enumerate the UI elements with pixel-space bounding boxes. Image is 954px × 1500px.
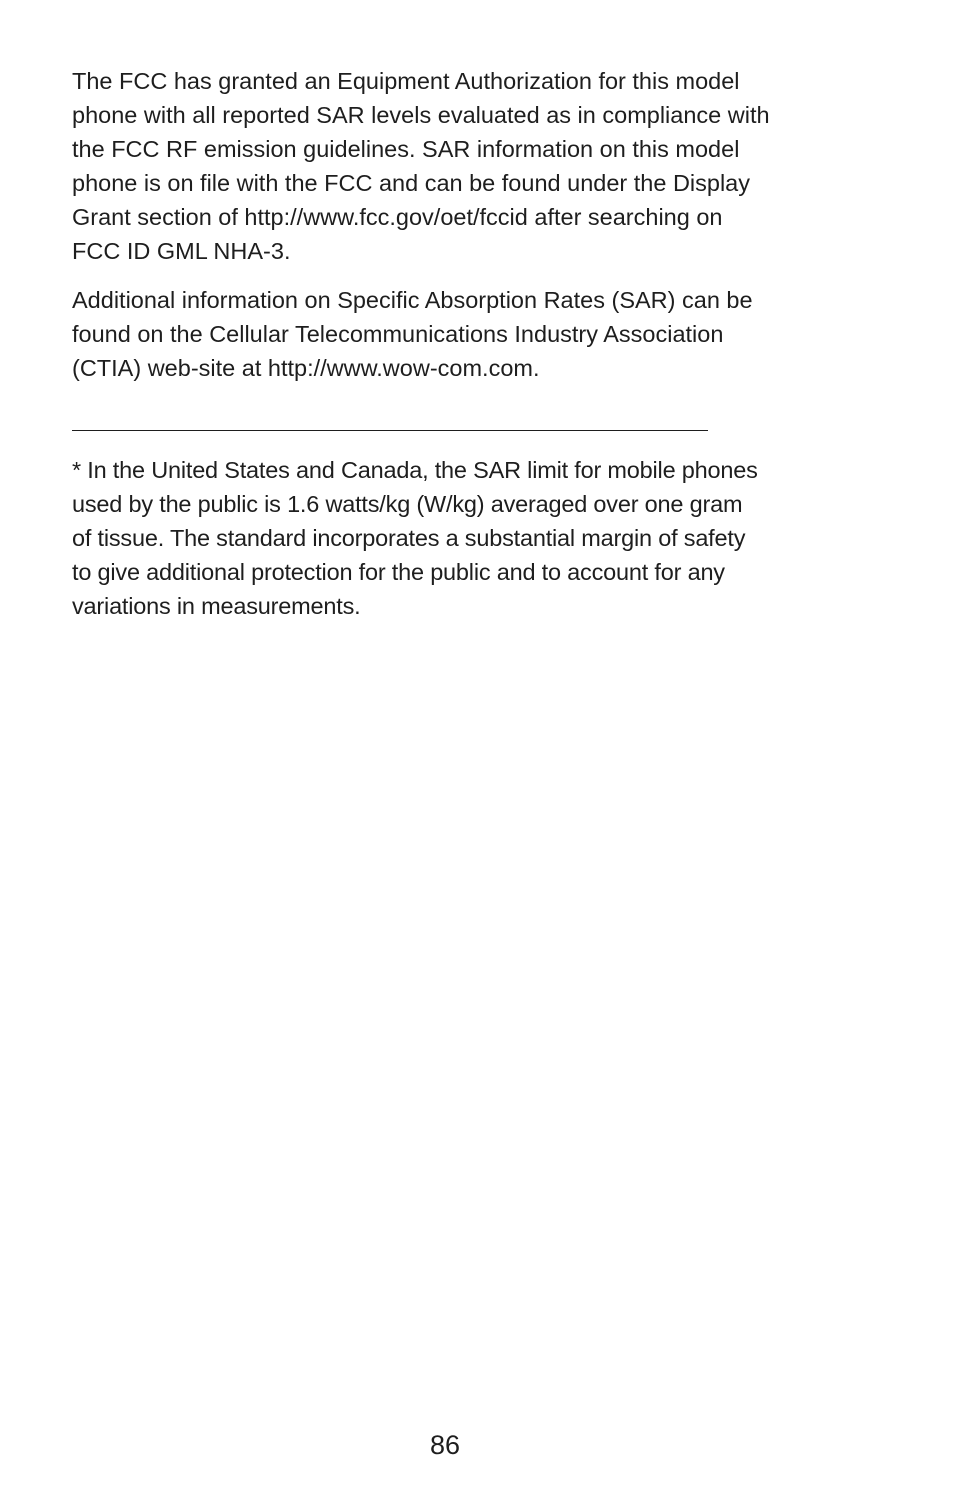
page-number: 86 — [429, 1430, 461, 1460]
sar-limit-footnote: * In the United States and Canada, the SAR limit for mobile phones used by the public is 1.6 watts/kg (W/kg) averaged over one gram of tissue. The standard incorporates a substantial margin of safety to give additional protection for the public and to account for any variations in measurements. — [72, 457, 758, 619]
fcc-authorization-paragraph: The FCC has granted an Equipment Authorization for this model phone with all reported SAR levels evaluated as in compliance with the FCC RF emission guidelines. SAR information on this model phone is on file with the FCC and can be found under the Display Grant section of http://www.fcc.gov/oet/fccid after searching on FCC ID GML NHA-3. — [72, 68, 770, 264]
footnote-divider — [72, 430, 708, 431]
sar-information-paragraph: Additional information on Specific Absorption Rates (SAR) can be found on the Cellular Telecommunications Industry Association (CTIA) web-site at http://www.wow-com.com. — [72, 287, 753, 381]
page-content — [72, 64, 822, 623]
